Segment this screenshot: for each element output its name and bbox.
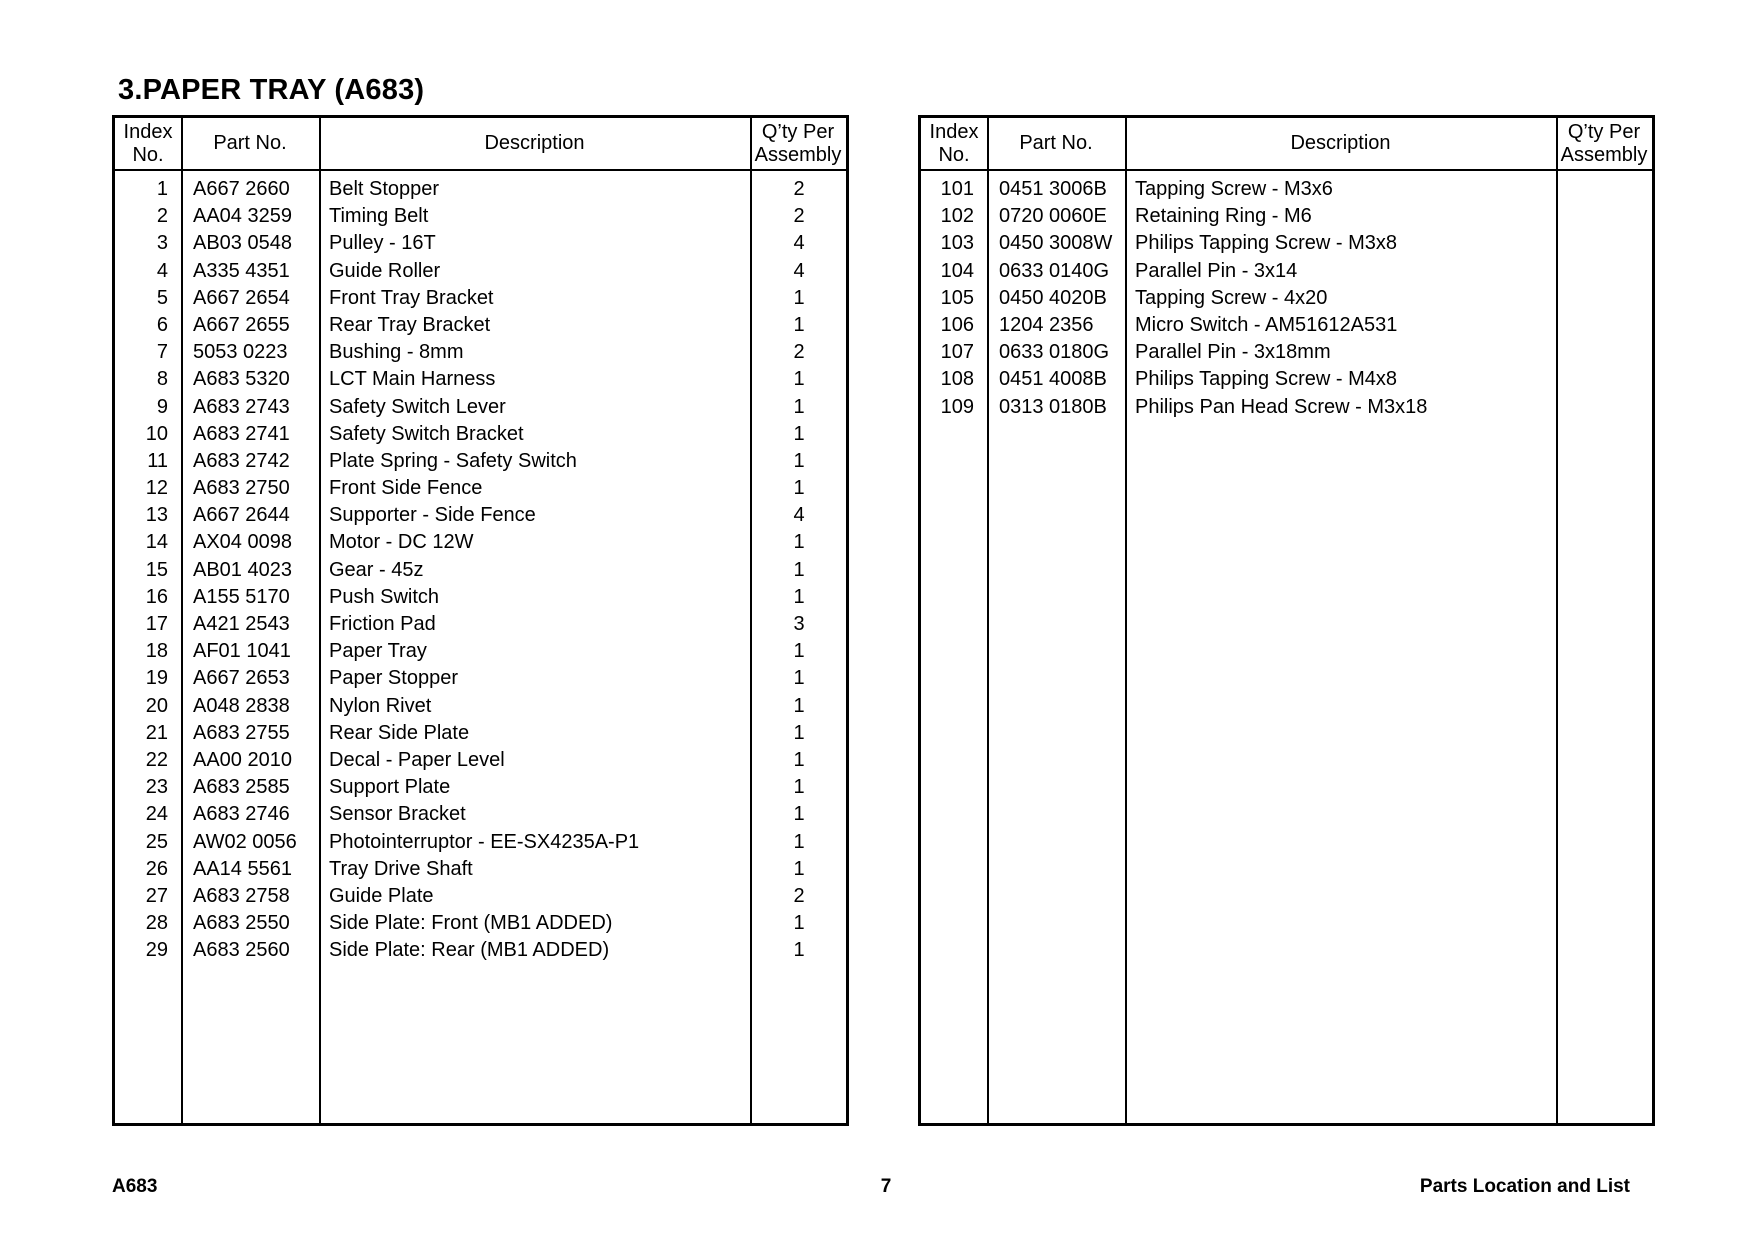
header-index — [115, 118, 181, 169]
cell-part-no: AW02 0056 — [193, 830, 297, 853]
cell-description: Parallel Pin - 3x18mm — [1135, 341, 1331, 364]
table-row — [115, 557, 846, 584]
cell-qty: 1 — [793, 477, 805, 500]
cell-description: Friction Pad — [329, 613, 436, 635]
cell-part-no: A683 2742 — [193, 449, 290, 472]
cell-part-no: AA04 3259 — [193, 205, 292, 228]
header-index-line2: No. — [938, 143, 970, 166]
header-divider — [115, 169, 846, 171]
cell-index: 27 — [145, 884, 168, 907]
cell-description: Rear Tray Bracket — [329, 313, 491, 336]
table-row — [115, 774, 846, 801]
table-row — [115, 502, 846, 529]
cell-index: 103 — [940, 232, 974, 255]
table-row — [115, 285, 846, 312]
cell-part-no: 0450 3008W — [999, 232, 1113, 255]
cell-index: 1 — [156, 178, 168, 200]
cell-qty: 2 — [793, 884, 805, 907]
cell-index: 28 — [145, 912, 168, 935]
cell-description: Decal - Paper Level — [329, 748, 505, 771]
header-part-no: Part No. — [213, 132, 287, 154]
cell-part-no: 0451 3006B — [999, 178, 1107, 200]
table-row — [115, 339, 846, 366]
cell-part-no: A667 2644 — [193, 504, 290, 527]
cell-qty: 1 — [793, 313, 805, 336]
cell-qty: 1 — [793, 368, 805, 391]
cell-index: 11 — [147, 449, 168, 472]
cell-qty: 1 — [793, 776, 805, 799]
cell-part-no: AF01 1041 — [193, 640, 291, 663]
header-qty-line2: Assembly — [1560, 143, 1648, 166]
table-row — [921, 203, 1652, 230]
cell-part-no: AB03 0548 — [193, 232, 292, 255]
cell-description: Philips Tapping Screw - M4x8 — [1135, 368, 1397, 391]
table-row — [921, 176, 1652, 203]
cell-qty: 4 — [793, 504, 805, 527]
cell-index: 21 — [145, 721, 168, 744]
header-index — [921, 118, 987, 169]
cell-index: 23 — [145, 776, 168, 799]
table-row — [115, 638, 846, 665]
cell-part-no: 0451 4008B — [999, 368, 1107, 391]
cell-part-no: AB01 4023 — [193, 558, 292, 581]
cell-description: Bushing - 8mm — [329, 341, 464, 364]
footer-page-number: 7 — [880, 1176, 892, 1197]
header-qty-line2: Assembly — [754, 143, 842, 166]
cell-index: 3 — [156, 232, 168, 255]
cell-description: Philips Pan Head Screw - M3x18 — [1135, 395, 1428, 418]
cell-part-no: A048 2838 — [193, 694, 290, 717]
cell-qty: 2 — [793, 205, 805, 228]
table-row — [115, 394, 846, 421]
table-row — [115, 421, 846, 448]
page-title: 3.PAPER TRAY (A683) — [118, 74, 425, 106]
cell-index: 13 — [145, 504, 168, 527]
header-index-line1: Index — [929, 120, 979, 143]
cell-qty: 1 — [793, 286, 805, 309]
cell-qty: 1 — [793, 721, 805, 744]
cell-description: Pulley - 16T — [329, 232, 436, 255]
cell-index: 6 — [156, 313, 168, 336]
cell-index: 15 — [145, 558, 168, 581]
cell-description: Safety Switch Bracket — [329, 422, 524, 445]
table-row — [115, 203, 846, 230]
cell-qty: 4 — [793, 259, 805, 282]
table-row — [115, 230, 846, 257]
table-row — [115, 910, 846, 937]
cell-index: 20 — [145, 694, 168, 717]
table-row — [115, 258, 846, 285]
cell-index: 17 — [145, 613, 168, 635]
cell-qty: 1 — [793, 667, 805, 690]
cell-description: Motor - DC 12W — [329, 531, 474, 554]
cell-part-no: A683 2560 — [193, 939, 290, 962]
cell-description: LCT Main Harness — [329, 368, 496, 391]
cell-description: Parallel Pin - 3x14 — [1135, 259, 1298, 282]
table-row — [921, 285, 1652, 312]
table-row — [115, 801, 846, 828]
cell-description: Philips Tapping Screw - M3x8 — [1135, 232, 1397, 255]
cell-part-no: AA14 5561 — [193, 857, 292, 880]
table-row — [921, 230, 1652, 257]
parts-table-right — [918, 115, 1655, 1126]
cell-part-no: A335 4351 — [193, 259, 290, 282]
cell-index: 26 — [145, 857, 168, 880]
cell-index: 8 — [156, 368, 168, 391]
cell-part-no: A667 2654 — [193, 286, 290, 309]
cell-description: Plate Spring - Safety Switch — [329, 449, 577, 472]
cell-description: Support Plate — [329, 776, 451, 799]
cell-description: Paper Tray — [329, 640, 427, 663]
cell-part-no: AX04 0098 — [193, 531, 292, 554]
cell-qty: 1 — [793, 422, 805, 445]
cell-part-no: A683 2585 — [193, 776, 290, 799]
cell-part-no: 0450 4020B — [999, 286, 1107, 309]
cell-description: Tray Drive Shaft — [329, 857, 473, 880]
cell-index: 109 — [940, 395, 974, 418]
header-qty — [750, 118, 846, 169]
cell-index: 105 — [940, 286, 974, 309]
cell-description: Tapping Screw - M3x6 — [1135, 178, 1333, 200]
header-part-no: Part No. — [1019, 132, 1093, 154]
table-row — [921, 312, 1652, 339]
table-row — [921, 394, 1652, 421]
cell-qty: 4 — [793, 232, 805, 255]
cell-qty: 1 — [793, 558, 805, 581]
cell-description: Belt Stopper — [329, 178, 440, 200]
cell-part-no: A683 2741 — [193, 422, 290, 445]
header-description: Description — [1290, 132, 1391, 154]
cell-description: Paper Stopper — [329, 667, 458, 690]
cell-qty: 1 — [793, 531, 805, 554]
table-row — [115, 366, 846, 393]
header-divider — [921, 169, 1652, 171]
cell-qty: 1 — [793, 803, 805, 826]
cell-description: Front Tray Bracket — [329, 286, 494, 309]
cell-description: Push Switch — [329, 585, 440, 608]
cell-qty: 2 — [793, 341, 805, 364]
cell-part-no: A667 2660 — [193, 178, 290, 200]
cell-part-no: A683 2755 — [193, 721, 290, 744]
cell-qty: 1 — [793, 748, 805, 771]
header-qty — [1556, 118, 1652, 169]
cell-description: Nylon Rivet — [329, 694, 432, 717]
parts-table-left — [112, 115, 849, 1126]
table-row — [115, 611, 846, 638]
table-row — [921, 258, 1652, 285]
cell-qty: 1 — [793, 640, 805, 663]
header-qty-line1: Q’ty Per — [1567, 120, 1641, 143]
cell-qty: 2 — [793, 178, 805, 200]
table-body-left — [115, 176, 846, 964]
cell-index: 9 — [156, 395, 168, 418]
cell-index: 102 — [940, 205, 974, 228]
header-description: Description — [484, 132, 585, 154]
cell-description: Side Plate: Rear (MB1 ADDED) — [329, 939, 610, 962]
table-row — [115, 176, 846, 203]
cell-description: Tapping Screw - 4x20 — [1135, 286, 1328, 309]
table-body-right — [921, 176, 1652, 421]
table-row — [115, 856, 846, 883]
cell-part-no: A155 5170 — [193, 585, 290, 608]
cell-index: 22 — [145, 748, 168, 771]
cell-part-no: A683 2743 — [193, 395, 290, 418]
cell-part-no: A667 2655 — [193, 313, 290, 336]
table-row — [115, 747, 846, 774]
table-row — [115, 693, 846, 720]
footer-section: Parts Location and List — [1419, 1176, 1630, 1197]
cell-part-no: A683 2750 — [193, 477, 290, 500]
cell-description: Photointerruptor - EE-SX4235A-P1 — [329, 830, 640, 853]
table-row — [115, 665, 846, 692]
cell-qty: 1 — [793, 830, 805, 853]
table-row — [115, 312, 846, 339]
cell-part-no: A421 2543 — [193, 613, 290, 635]
cell-index: 108 — [940, 368, 974, 391]
cell-index: 29 — [145, 939, 168, 962]
cell-part-no: A683 5320 — [193, 368, 290, 391]
cell-description: Micro Switch - AM51612A531 — [1135, 313, 1398, 336]
cell-index: 101 — [940, 178, 974, 200]
table-row — [921, 339, 1652, 366]
cell-index: 106 — [940, 313, 974, 336]
cell-qty: 1 — [793, 395, 805, 418]
table-row — [921, 366, 1652, 393]
cell-index: 12 — [145, 477, 168, 500]
cell-description: Front Side Fence — [329, 477, 483, 500]
cell-part-no: AA00 2010 — [193, 748, 292, 771]
header-index-line2: No. — [132, 143, 164, 166]
cell-index: 7 — [156, 341, 168, 364]
cell-description: Timing Belt — [329, 205, 429, 228]
cell-part-no: 0720 0060E — [999, 205, 1107, 228]
cell-index: 107 — [940, 341, 974, 364]
cell-index: 25 — [145, 830, 168, 853]
cell-qty: 1 — [793, 912, 805, 935]
cell-index: 5 — [156, 286, 168, 309]
cell-part-no: 0633 0180G — [999, 341, 1110, 364]
header-index-line1: Index — [123, 120, 173, 143]
cell-qty: 1 — [793, 694, 805, 717]
cell-part-no: A683 2550 — [193, 912, 290, 935]
cell-index: 24 — [145, 803, 168, 826]
table-row — [115, 584, 846, 611]
cell-qty: 1 — [793, 939, 805, 962]
cell-description: Side Plate: Front (MB1 ADDED) — [329, 912, 613, 935]
table-row — [115, 720, 846, 747]
cell-qty: 1 — [793, 857, 805, 880]
table-row — [115, 448, 846, 475]
cell-part-no: 1204 2356 — [999, 313, 1094, 336]
cell-index: 14 — [145, 531, 168, 554]
cell-part-no: A683 2758 — [193, 884, 290, 907]
table-row — [115, 475, 846, 502]
table-row — [115, 829, 846, 856]
cell-part-no: 0313 0180B — [999, 395, 1107, 418]
cell-description: Rear Side Plate — [329, 721, 470, 744]
cell-index: 104 — [940, 259, 974, 282]
cell-description: Guide Roller — [329, 259, 441, 282]
cell-index: 18 — [145, 640, 168, 663]
cell-part-no: 5053 0223 — [193, 341, 288, 364]
cell-description: Retaining Ring - M6 — [1135, 205, 1312, 228]
cell-index: 19 — [145, 667, 168, 690]
cell-qty: 3 — [793, 613, 805, 635]
cell-description: Gear - 45z — [329, 558, 424, 581]
footer-model: A683 — [112, 1176, 158, 1197]
cell-index: 2 — [156, 205, 168, 228]
table-row — [115, 529, 846, 556]
cell-description: Guide Plate — [329, 884, 434, 907]
cell-description: Sensor Bracket — [329, 803, 466, 826]
cell-description: Safety Switch Lever — [329, 395, 506, 418]
table-row — [115, 883, 846, 910]
cell-index: 4 — [156, 259, 168, 282]
table-row — [115, 937, 846, 964]
cell-qty: 1 — [793, 585, 805, 608]
cell-part-no: A667 2653 — [193, 667, 290, 690]
cell-index: 16 — [145, 585, 168, 608]
cell-part-no: A683 2746 — [193, 803, 290, 826]
cell-qty: 1 — [793, 449, 805, 472]
cell-part-no: 0633 0140G — [999, 259, 1110, 282]
header-qty-line1: Q’ty Per — [761, 120, 835, 143]
cell-index: 10 — [145, 422, 168, 445]
cell-description: Supporter - Side Fence — [329, 504, 536, 527]
